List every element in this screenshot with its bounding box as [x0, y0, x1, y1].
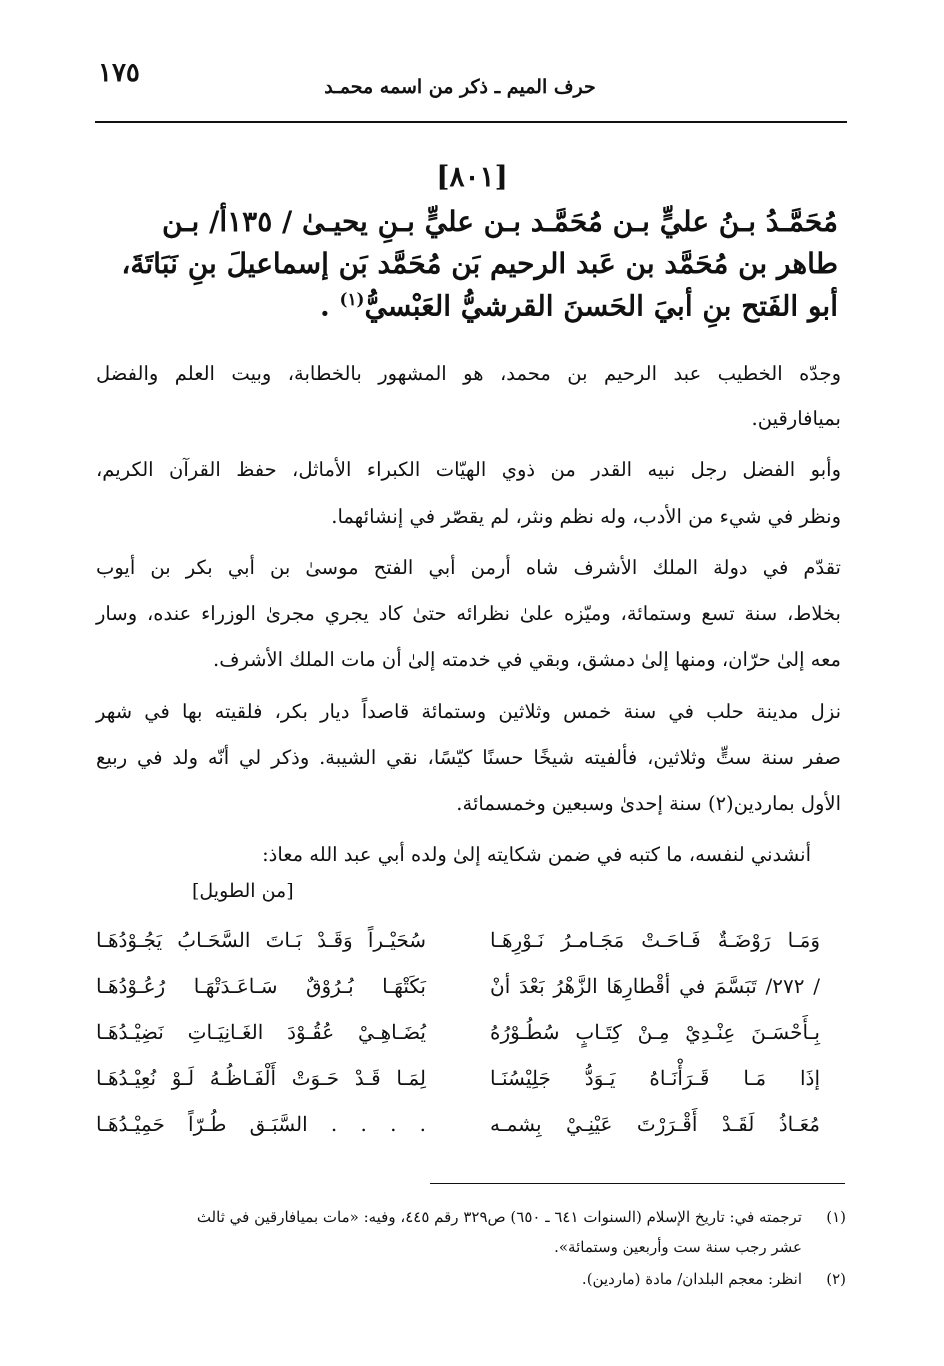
paragraph-line: الأول بماردين(٢) سنة إحدىٰ وسبعين وخمسمائة. [456, 792, 841, 815]
verse-first-hemistich: / ٢٧٢/ تَبَسَّمَ في أقْطارِهَا الزَّهْرُ بَعْدَ أنْ [490, 974, 820, 998]
entry-title-text: أبو الفَتح بنِ أبيَ الحَسنَ القرشيُّ العَبْسيُّ [364, 289, 838, 323]
entry-title-line: مُحَمَّـدُ بـنُ عليٍّ بـن مُحَمَّـد بـن عليٍّ بـنِ يحيـىٰ / ١٣٥أ/ بـن [162, 205, 838, 238]
verse-second-hemistich: سُحَيْـراً وَقَـدْ بَـاتَ السَّحَـابُ يَجُـوْدُهَـا [96, 928, 426, 952]
entry-title-line [170, 289, 838, 322]
page-number: ١٧٥ [98, 58, 140, 88]
header-rule [95, 121, 847, 123]
footnote-rule [430, 1183, 845, 1184]
verse-second-hemistich: لِمَـا قَـدْ حَـوَتْ أَلْفَـاظُـهُ لَـوْ نُعِيْـدُهَـا [96, 1066, 426, 1090]
verse-second-hemistich: يُضَـاهِـيْ عُقُـوْدَ الغَـانِيَـاتِ نَضِيْـدُهَـا [96, 1020, 426, 1044]
verse-second-hemistich: بَكَتْهَـا بُـرُوْقٌ سَـاعَـدَتْهَـا رُعُـوْدُهَـا [96, 974, 426, 998]
paragraph-line: وجدّه الخطيب عبد الرحيم بن محمد، هو المشهور بالخطابة، وبيت العلم والفضل [96, 362, 841, 385]
verse-first-hemistich: بِـأَحْسَـنَ عِنْـدِيْ مِـنْ كِتَـابٍ سُطُـوْرُهُ [490, 1020, 820, 1044]
footnote-text: انظر: معجم البلدان/ مادة (ماردين). [581, 1270, 802, 1288]
footnote-text: ترجمته في: تاريخ الإسلام (السنوات ٦٤١ ـ ٦٥٠) ص٣٢٩ رقم ٤٤٥، وفيه: «مات بميافارقين في ثالث [196, 1208, 802, 1226]
title-period: . [320, 289, 330, 323]
verse-first-hemistich: مُعَـاذُ لَقَـدْ أَقْـرَرْتَ عَيْنِـيْ بِشمـه [490, 1112, 820, 1136]
verse-second-hemistich: . . . . السَّبَـق طُـرّاً حَمِيْـدُهَـا [96, 1112, 426, 1136]
poem-meter: [من الطويل] [192, 880, 294, 902]
footnote-2 [582, 1270, 846, 1288]
paragraph-line: أنشدني لنفسه، ما كتبه في ضمن شكايته إلىٰ ولده أبي عبد الله معاذ: [262, 843, 811, 866]
footnote-number: (٢) [826, 1270, 846, 1288]
footnote-1 [197, 1208, 846, 1226]
paragraph-line: بميافارقين. [751, 407, 841, 430]
paragraph-line: وأبو الفضل رجل نبيه القدر من ذوي الهيّات الكبراء الأماثل، حفظ القرآن الكريم، [96, 458, 841, 481]
paragraph-line: بخلاط، سنة تسع وستمائة، وميّزه علىٰ نظرائه حتىٰ كاد يجري مجرىٰ الوزراء عنده، وسار [96, 602, 841, 625]
paragraph-line: تقدّم في دولة الملك الأشرف شاه أرمن أبي الفتح موسىٰ بن أبي بكر بن أيوب [96, 556, 841, 579]
footnote-1-continued: عشر رجب سنة ست وأربعين وستمائة». [554, 1238, 802, 1256]
paragraph-line: معه إلىٰ حرّان، ومنها إلىٰ دمشق، وبقي في خدمته إلىٰ أن مات الملك الأشرف. [213, 648, 841, 671]
entry-title-line: طاهر بن مُحَمَّد بن عَبد الرحيم بَن مُحَمَّد بَن إسماعيلَ بنِ نَبَاتَةَ، [121, 247, 838, 280]
paragraph-line: نزل مدينة حلب في سنة خمس وثلاثين وستمائة قاصداً ديار بكر، فلقيته بها في شهر [96, 700, 841, 723]
footnote-number: (١) [826, 1208, 846, 1226]
paragraph-line: صفر سنة ستٍّ وثلاثين، فألفيته شيخًا حسنًا كيّسًا، نقي الشيبة. وذكر لي أنّه ولد في ربيع [96, 746, 841, 769]
running-header: حرف الميم ـ ذكر من اسمه محمـد [324, 76, 596, 98]
footnote-ref: (١) [339, 289, 365, 309]
paragraph-line: ونظر في شيء من الأدب، وله نظم ونثر، لم يقصّر في إنشائهما. [331, 505, 841, 528]
verse-first-hemistich: وَمَـا رَوْضَـةٌ فَـاحَـتْ مَجَـامـرُ نَـوْرِهَـا [490, 928, 820, 952]
verse-first-hemistich: إذَا مَـا قَـرَأْنَـاهُ يَـوَدُّ جَلِيْسُنَـا [490, 1066, 820, 1090]
entry-number: [٨٠١] [436, 160, 508, 193]
